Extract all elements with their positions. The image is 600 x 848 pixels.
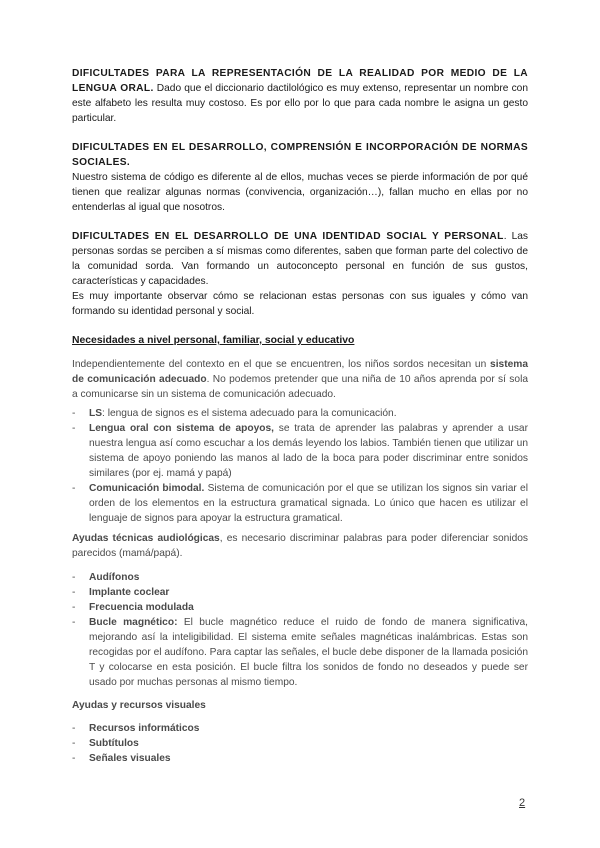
list-item: - Subtítulos <box>72 738 139 749</box>
visual-heading: Ayudas y recursos visuales <box>72 700 206 711</box>
section-text-2: Es muy importante observar cómo se relacionan estas personas con sus iguales y cómo van formando su identidad personal y social. <box>72 291 528 317</box>
section-identity <box>72 229 528 319</box>
list-item: - LS: lengua de signos es el sistema adecuado para la comunicación. <box>72 408 397 419</box>
section-oral-language <box>72 66 528 126</box>
section-heading: DIFICULTADES EN EL DESARROLLO, COMPRENSIÓN E INCORPORACIÓN DE NORMAS SOCIALES. <box>72 142 528 168</box>
section-text: Nuestro sistema de código es diferente al de ellos, muchas veces se pierde información de por qué tienen que realizar algunas normas (convivencia, organización…), fallan mucho en ellas por no entenderlas al igual que nosotros. <box>72 172 528 213</box>
list-item: - Bucle magnético: El bucle magnético reduce el ruido de fondo de manera significativa, mejorando así la inteligibilidad. El sistema emite señales magnéticas inalámbricas. Estas son recogidas por el audífono. Para captar las señales, el bucle debe disponer de la llamada posición T y colocarse en esta posición. El bucle filtra los sonidos de fondo no deseados y puede ser usado por muchas personas al mismo tiempo. <box>72 617 528 688</box>
section-social-norms <box>72 140 528 215</box>
aids-paragraph: Ayudas técnicas audiológicas, es necesario discriminar palabras para poder diferenciar sonidos parecidos (mamá/papá). <box>72 533 528 559</box>
list-item: - Audífonos <box>72 572 140 583</box>
list-item: - Señales visuales <box>72 753 171 764</box>
list-item: - Comunicación bimodal. Sistema de comunicación por el que se utilizan los signos sin variar el orden de los elementos en la estructura gramatical signada. Lo único que hacen es utilizar el lenguaje de signos para apoyar la estructura gramatical. <box>72 483 528 524</box>
list-item: - Lengua oral con sistema de apoyos, se trata de aprender las palabras y aprender a usar nuestra lengua así como escuchar a los demás leyendo los labios. También tienen que utilizar un sistema de apoyo poniendo las manos al lado de la boca para poder discriminar entre sonidos similares (por ej. mamá y papá) <box>72 423 528 479</box>
list-item: - Frecuencia modulada <box>72 602 194 613</box>
visual-list <box>72 721 528 766</box>
document-page <box>72 66 528 766</box>
aids-list <box>72 570 528 690</box>
section-text: Dado que el diccionario dactilológico es muy extenso, representar un nombre con este alfabeto les resulta muy costoso. Es por ello por lo que para cada nombre le asigna un gesto particular. <box>72 83 528 124</box>
section-heading: DIFICULTADES PARA LA REPRESENTACIÓN DE LA REALIDAD POR MEDIO DE LA LENGUA ORAL. <box>72 68 528 94</box>
page-number: 2 <box>519 797 526 809</box>
list-item: - Implante coclear <box>72 587 170 598</box>
needs-list <box>72 406 528 526</box>
section-heading: DIFICULTADES EN EL DESARROLLO DE UNA IDENTIDAD SOCIAL Y PERSONAL <box>72 231 504 242</box>
needs-heading: Necesidades a nivel personal, familiar, social y educativo <box>72 335 355 346</box>
needs-intro: Independientemente del contexto en el que se encuentren, los niños sordos necesitan un sistema de comunicación adecuado. No podemos pretender que una niña de 10 años aprenda por sí sola a comunicarse sin un sistema de comunicación adecuado. <box>72 359 528 400</box>
list-item: - Recursos informáticos <box>72 723 200 734</box>
section-text: . Las personas sordas se perciben a sí mismas como diferentes, saben que forman parte del colectivo de la comunidad sorda. Van formando un autoconcepto personal en función de sus gustos, características y capacidades. <box>72 231 528 287</box>
aids-heading: Ayudas técnicas audiológicas <box>72 533 220 544</box>
